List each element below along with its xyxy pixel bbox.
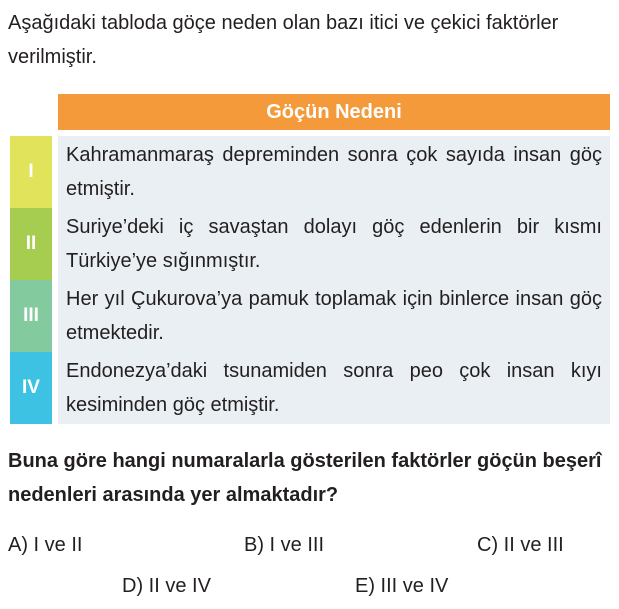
row-number-badge: III [10,280,52,352]
question-text: Buna göre hangi numaralarla gösterilen faktörler göçün beşerî nedenleri arasında yer almaktadır? [8,450,602,506]
intro-text: Aşağıdaki tabloda göçe neden olan bazı itici ve çekici faktörler verilmiştir. [8,12,559,68]
row-text: Endonezya’daki tsunamiden sonra peo çok insan kıyı kesiminden göç etmiştir. [58,352,610,424]
row-number-badge: IV [10,352,52,424]
table-row [10,352,610,424]
option-d[interactable]: D) II ve IV [122,575,211,597]
table-row [10,208,610,280]
table-header: Göçün Nedeni [58,94,610,130]
table-row [10,136,610,208]
row-text: Kahramanmaraş depreminden sonra çok sayıda insan göç etmiştir. [58,136,610,208]
option-b[interactable]: B) I ve III [244,534,325,556]
row-text: Suriye’deki iç savaştan dolayı göç edenlerin bir kısmı Türkiye’ye sığınmıştır. [58,208,610,280]
table-row [10,280,610,352]
option-e[interactable]: E) III ve IV [355,575,449,597]
row-number-badge: I [10,136,52,208]
option-c[interactable]: C) II ve III [477,534,564,556]
row-text: Her yıl Çukurova’ya pamuk toplamak için binlerce insan göç etmektedir. [58,280,610,352]
row-number-badge: II [10,208,52,280]
option-a[interactable]: A) I ve II [8,534,83,556]
